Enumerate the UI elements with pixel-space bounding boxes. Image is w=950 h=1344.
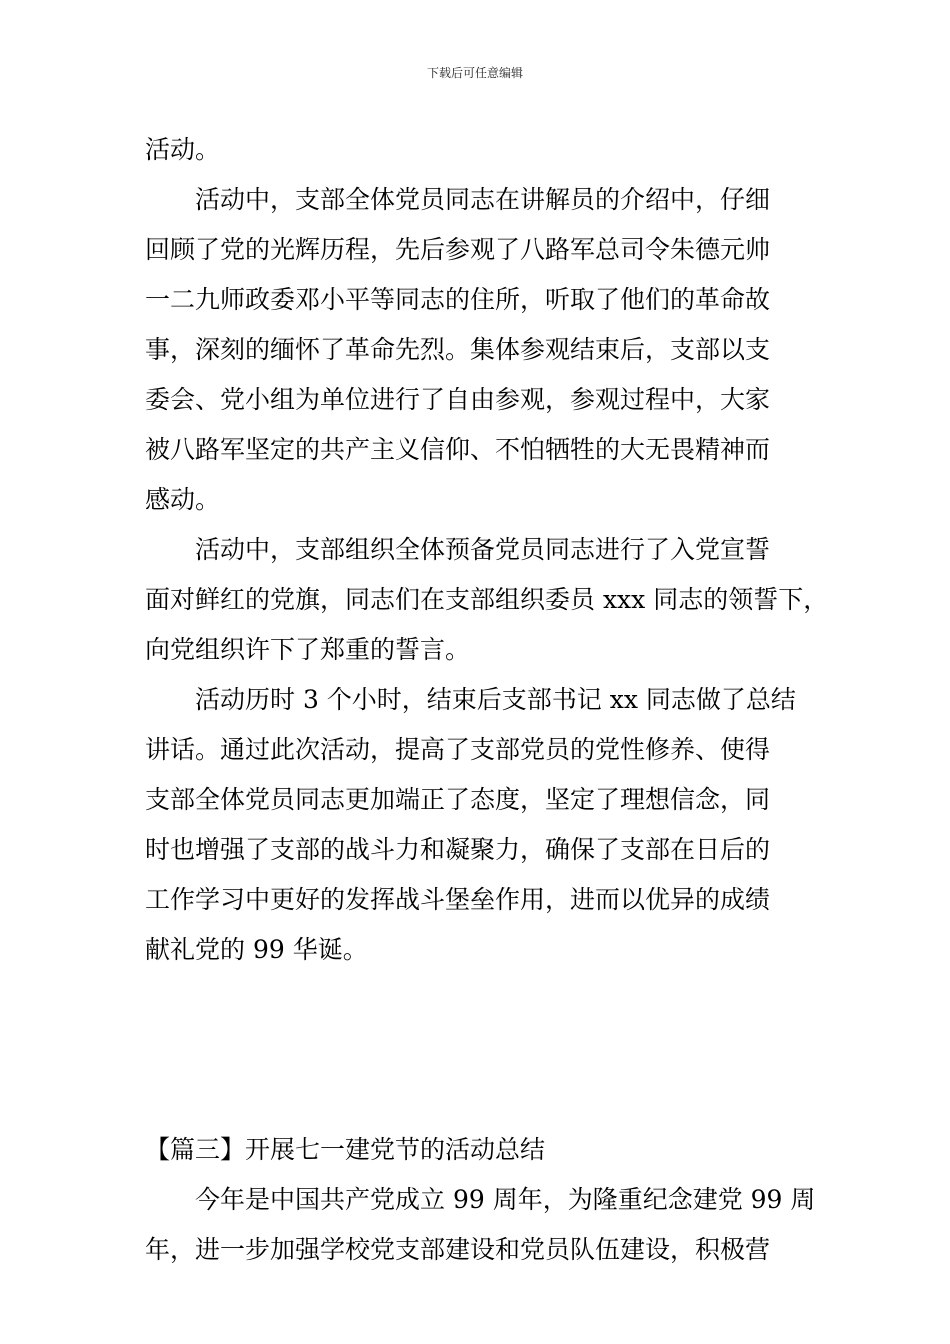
text-line: 委会、党小组为单位进行了自由参观，参观过程中，大家 bbox=[145, 385, 771, 414]
document-body bbox=[145, 125, 829, 1275]
text-line: 一二九师政委邓小平等同志的住所，听取了他们的革命故 bbox=[145, 285, 771, 314]
text-line: 年，进一步加强学校党支部建设和党员队伍建设，积极营 bbox=[145, 1235, 771, 1264]
text-line: 活动历时 3 个小时，结束后支部书记 xx 同志做了总结 bbox=[195, 685, 796, 714]
text-line: 感动。 bbox=[145, 485, 221, 514]
text-line: 事，深刻的缅怀了革命先烈。集体参观结束后，支部以支 bbox=[145, 335, 771, 364]
text-line: 讲话。通过此次活动，提高了支部党员的党性修养、使得 bbox=[145, 735, 771, 764]
page-header: 下载后可任意编辑 bbox=[426, 66, 523, 80]
text-line: 活动中，支部组织全体预备党员同志进行了入党宣誓 bbox=[195, 535, 771, 564]
text-line: 今年是中国共产党成立 99 周年，为隆重纪念建党 99 周 bbox=[195, 1185, 816, 1214]
text-line: 活动。 bbox=[145, 135, 221, 164]
text-line: 工作学习中更好的发挥战斗堡垒作用，进而以优异的成绩 bbox=[145, 885, 771, 914]
text-line: 回顾了党的光辉历程，先后参观了八路军总司令朱德元帅 bbox=[145, 235, 771, 264]
text-line: 面对鲜红的党旗，同志们在支部组织委员 xxx 同志的领誓下， bbox=[145, 585, 829, 614]
text-line: 献礼党的 99 华诞。 bbox=[145, 935, 368, 964]
text-line: 时也增强了支部的战斗力和凝聚力，确保了支部在日后的 bbox=[145, 835, 771, 864]
section-title: 【篇三】开展七一建党节的活动总结 bbox=[145, 1135, 546, 1164]
text-line: 被八路军坚定的共产主义信仰、不怕牺牲的大无畏精神而 bbox=[145, 435, 771, 464]
text-line: 活动中，支部全体党员同志在讲解员的介绍中，仔细 bbox=[195, 185, 771, 214]
section-spacer bbox=[145, 975, 810, 1125]
text-line: 支部全体党员同志更加端正了态度，坚定了理想信念，同 bbox=[145, 785, 771, 814]
text-line: 向党组织许下了郑重的誓言。 bbox=[145, 635, 471, 664]
